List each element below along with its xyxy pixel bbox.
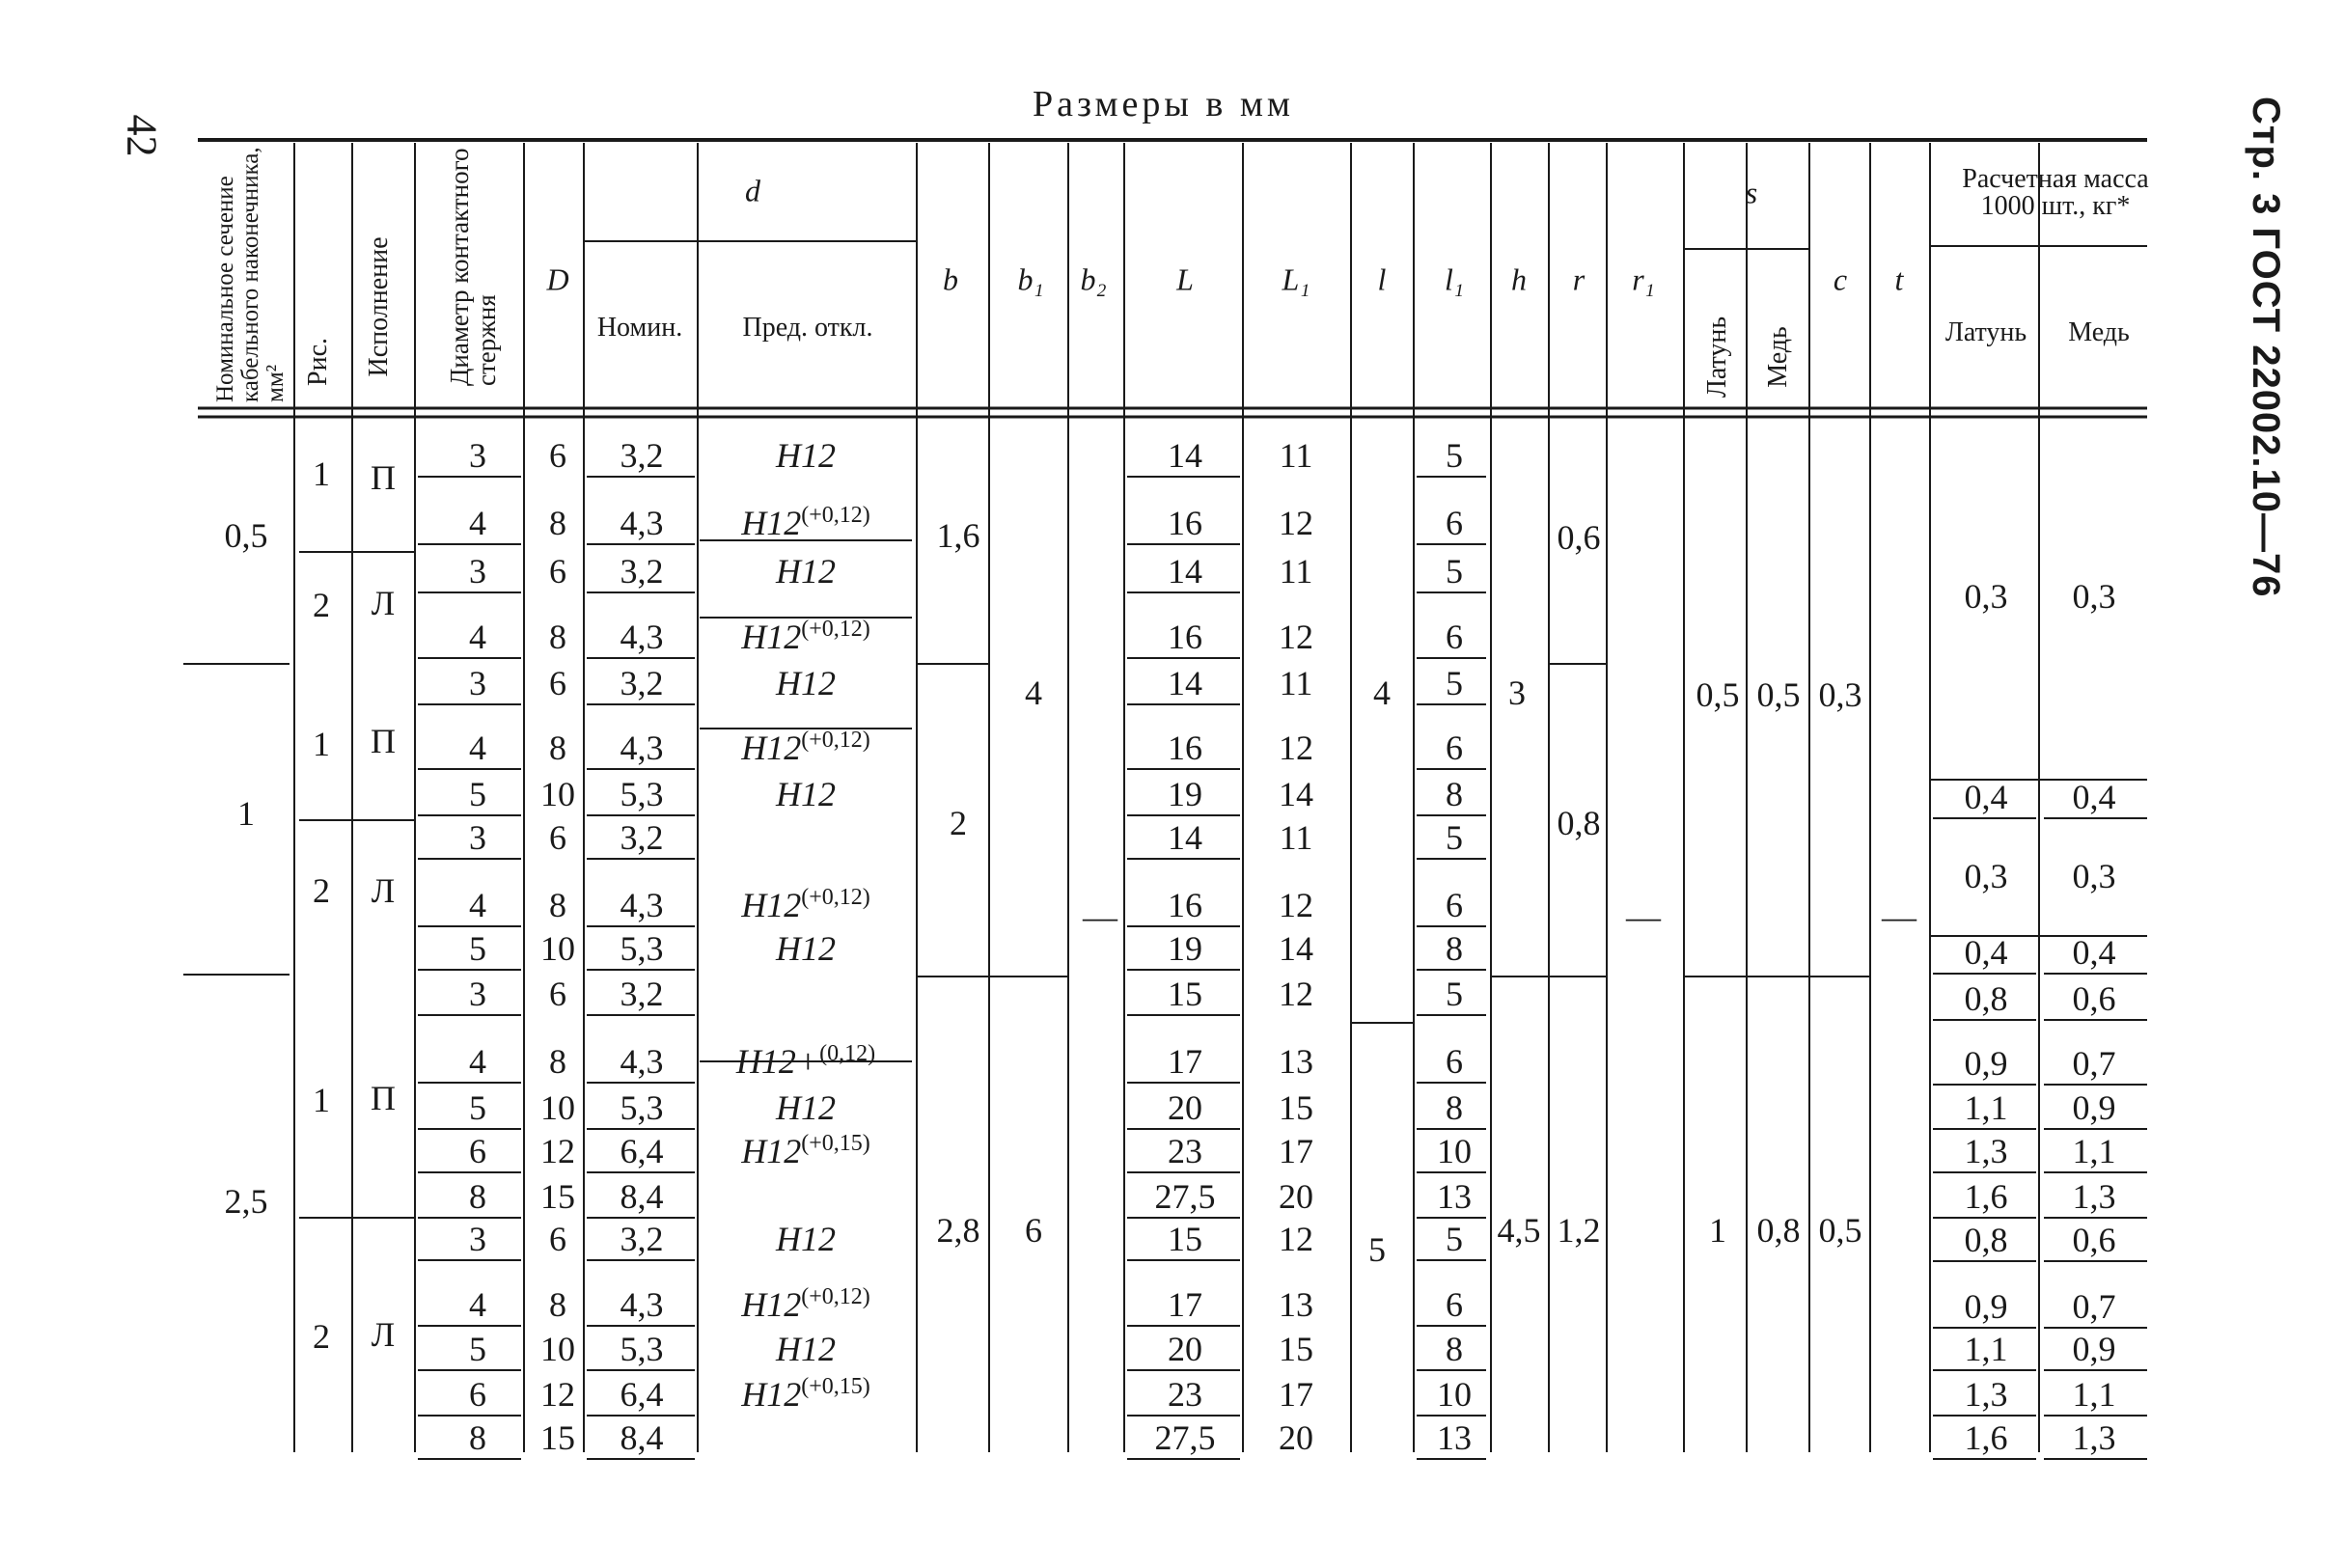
c-0-3: 0,3	[1818, 675, 1862, 714]
header-s: s	[1745, 175, 1758, 210]
diameter-cell: 6	[469, 1132, 486, 1170]
D-cell: 12	[540, 1375, 575, 1414]
l1-cell: 6	[1446, 886, 1463, 924]
b2-dash: —	[1083, 897, 1117, 936]
b1-4: 4	[1025, 674, 1042, 712]
mass-copper-cell: 0,4	[2072, 933, 2116, 972]
header-b2: b₂	[1080, 261, 1107, 297]
section-0-5: 0,5	[224, 516, 268, 555]
L1-cell: 20	[1279, 1177, 1313, 1216]
l-5: 5	[1368, 1230, 1386, 1269]
mass-brass-cell: 0,9	[1964, 1287, 2008, 1326]
isp-p-a: П	[371, 458, 396, 497]
d-nom-cell: 5,3	[620, 775, 664, 813]
d-nom-cell: 5,3	[620, 929, 664, 968]
isp-l-b: Л	[371, 871, 396, 910]
d-tolerance-cell: $H12^{(+0,12)}$	[741, 617, 870, 656]
mass-brass-cell: 0,8	[1964, 979, 2008, 1018]
L-cell: 14	[1168, 436, 1202, 475]
mass-brass-cell: 1,6	[1964, 1177, 2008, 1216]
d-tolerance-cell: H12	[776, 1220, 836, 1258]
L-cell: 16	[1168, 886, 1202, 924]
L1-cell: 15	[1279, 1088, 1313, 1127]
L-cell: 15	[1168, 975, 1202, 1013]
mass-copper-cell: 0,6	[2072, 979, 2116, 1018]
L1-cell: 11	[1279, 664, 1313, 702]
L-cell: 19	[1168, 929, 1202, 968]
diameter-cell: 4	[469, 1042, 486, 1081]
d-nom-cell: 5,3	[620, 1088, 664, 1127]
header-r: r	[1572, 261, 1586, 297]
mass-brass-cell: 1,6	[1964, 1418, 2008, 1457]
diameter-cell: 4	[469, 1285, 486, 1324]
l1-cell: 5	[1446, 818, 1463, 857]
L-cell: 17	[1168, 1285, 1202, 1324]
mass-copper-cell: 0,6	[2072, 1221, 2116, 1259]
D-cell: 8	[549, 504, 566, 542]
s-copper-0-8: 0,8	[1756, 1211, 1801, 1250]
l1-cell: 6	[1446, 618, 1463, 656]
L1-cell: 17	[1279, 1375, 1313, 1414]
L-cell: 27,5	[1154, 1177, 1216, 1216]
isp-l-c: Л	[371, 1315, 396, 1354]
s-copper-0-5: 0,5	[1756, 675, 1801, 714]
d-tolerance-cell: $H12^{(+0,12)}$	[741, 1284, 870, 1324]
mass-brass-cell: 0,4	[1964, 778, 2008, 816]
d-nom-cell: 4,3	[620, 618, 664, 656]
d-nom-cell: 4,3	[620, 729, 664, 767]
mass-brass-cell: 1,3	[1964, 1375, 2008, 1414]
L1-cell: 12	[1279, 729, 1313, 767]
header-l1: l₁	[1444, 261, 1465, 297]
L-cell: 20	[1168, 1330, 1202, 1368]
diameter-cell: 4	[469, 729, 486, 767]
mass-copper-cell: 1,1	[2072, 1132, 2116, 1170]
L1-cell: 12	[1279, 618, 1313, 656]
diameter-cell: 5	[469, 929, 486, 968]
d-tolerance-cell: H12	[776, 775, 836, 813]
d-tolerance-cell: H12	[776, 664, 836, 702]
mass-copper-cell: 0,7	[2072, 1044, 2116, 1083]
mass-brass-cell: 1,3	[1964, 1132, 2008, 1170]
d-tolerance-cell: $H12^{(+0,12)}$	[741, 728, 870, 767]
mass-brass-cell: 0,4	[1964, 933, 2008, 972]
diameter-cell: 3	[469, 975, 486, 1013]
d-tolerance-cell: $H12^{(+0,12)}$	[741, 503, 870, 542]
L-cell: 17	[1168, 1042, 1202, 1081]
L-cell: 23	[1168, 1375, 1202, 1414]
header-mass: Расчетная масса 1000 шт., кг*	[1962, 164, 2149, 221]
L1-cell: 17	[1279, 1132, 1313, 1170]
L1-cell: 12	[1279, 1220, 1313, 1258]
diameter-cell: 4	[469, 504, 486, 542]
d-tolerance-cell: $H12^{(+0,15)}$	[741, 1374, 870, 1414]
d-tolerance-cell: H12	[776, 1088, 836, 1127]
ris-2b: 2	[313, 871, 330, 910]
D-cell: 8	[549, 1285, 566, 1324]
header-b1: b₁	[1017, 261, 1044, 297]
header-l: l	[1377, 261, 1387, 297]
l1-cell: 8	[1446, 929, 1463, 968]
l1-cell: 8	[1446, 775, 1463, 813]
mass-brass-cell: 0,3	[1964, 577, 2008, 616]
diameter-cell: 4	[469, 618, 486, 656]
l1-cell: 5	[1446, 664, 1463, 702]
mass-brass-cell: 1,1	[1964, 1088, 2008, 1127]
isp-p-b: П	[371, 722, 396, 760]
l1-cell: 5	[1446, 975, 1463, 1013]
header-section: Номинальное сечение кабельного наконечника, мм²	[212, 147, 289, 402]
D-cell: 10	[540, 929, 575, 968]
d-nom-cell: 3,2	[620, 1220, 664, 1258]
d-tolerance-cell: H12	[776, 436, 836, 475]
mass-copper-cell: 0,7	[2072, 1287, 2116, 1326]
h-4-5: 4,5	[1497, 1211, 1541, 1250]
t-dash: —	[1882, 897, 1917, 936]
D-cell: 6	[549, 975, 566, 1013]
d-nom-cell: 6,4	[620, 1132, 664, 1170]
D-cell: 8	[549, 1042, 566, 1081]
l1-cell: 5	[1446, 1220, 1463, 1258]
d-tolerance-cell: H12+$^{(0,12)}$	[735, 1041, 876, 1081]
page-number: 42	[118, 114, 166, 157]
s-brass-1: 1	[1709, 1211, 1726, 1250]
d-nom-cell: 8,4	[620, 1418, 664, 1457]
D-cell: 6	[549, 818, 566, 857]
D-cell: 6	[549, 664, 566, 702]
L1-cell: 20	[1279, 1418, 1313, 1457]
l1-cell: 10	[1437, 1375, 1472, 1414]
diameter-cell: 5	[469, 1330, 486, 1368]
d-nom-cell: 6,4	[620, 1375, 664, 1414]
D-cell: 6	[549, 1220, 566, 1258]
mass-copper-cell: 0,4	[2072, 778, 2116, 816]
d-nom-cell: 3,2	[620, 436, 664, 475]
l1-cell: 13	[1437, 1177, 1472, 1216]
l1-cell: 6	[1446, 504, 1463, 542]
ris-1a: 1	[313, 454, 330, 493]
L1-cell: 14	[1279, 929, 1313, 968]
l1-cell: 8	[1446, 1330, 1463, 1368]
l1-cell: 10	[1437, 1132, 1472, 1170]
header-D: D	[546, 261, 569, 297]
mass-copper-cell: 0,3	[2072, 577, 2116, 616]
d-tolerance-cell: H12	[776, 929, 836, 968]
diameter-cell: 3	[469, 1220, 486, 1258]
diameter-cell: 8	[469, 1177, 486, 1216]
mass-copper-cell: 0,3	[2072, 857, 2116, 895]
header-s-brass: Латунь	[1702, 316, 1732, 399]
D-cell: 12	[540, 1132, 575, 1170]
isp-p-c: П	[371, 1079, 396, 1117]
section-1: 1	[237, 794, 255, 833]
diameter-cell: 3	[469, 664, 486, 702]
d-tolerance-cell: $H12^{(+0,12)}$	[741, 885, 870, 924]
s-brass-0-5: 0,5	[1696, 675, 1740, 714]
mass-brass-cell: 1,1	[1964, 1330, 2008, 1368]
mass-copper-cell: 1,3	[2072, 1177, 2116, 1216]
c-0-5: 0,5	[1818, 1211, 1862, 1250]
d-tolerance-cell: H12	[776, 552, 836, 591]
b-2: 2	[950, 804, 967, 842]
d-nom-cell: 4,3	[620, 1285, 664, 1324]
L1-cell: 11	[1279, 818, 1313, 857]
diameter-cell: 5	[469, 775, 486, 813]
D-cell: 6	[549, 552, 566, 591]
r-0-6: 0,6	[1557, 518, 1601, 557]
D-cell: 15	[540, 1418, 575, 1457]
b-2-8: 2,8	[936, 1211, 980, 1250]
units-caption: Размеры в мм	[1033, 84, 1294, 124]
L-cell: 16	[1168, 729, 1202, 767]
ris-1b: 1	[313, 725, 330, 763]
mass-brass-cell: 0,8	[1964, 1221, 2008, 1259]
ris-1c: 1	[313, 1081, 330, 1119]
header-L: L	[1176, 261, 1194, 297]
diameter-cell: 8	[469, 1418, 486, 1457]
header-d-nom: Номин.	[596, 313, 683, 343]
L1-cell: 12	[1279, 886, 1313, 924]
mass-brass-cell: 0,9	[1964, 1044, 2008, 1083]
D-cell: 8	[549, 886, 566, 924]
mass-brass-cell: 0,3	[1964, 857, 2008, 895]
header-s-copper: Медь	[1763, 326, 1793, 388]
b-1-6: 1,6	[936, 516, 980, 555]
D-cell: 6	[549, 436, 566, 475]
L-cell: 19	[1168, 775, 1202, 813]
header-diameter: Диаметр контактного стержня	[445, 148, 501, 386]
r1-dash: —	[1626, 897, 1661, 936]
l1-cell: 8	[1446, 1088, 1463, 1127]
header-t: t	[1894, 261, 1904, 297]
isp-l-a: Л	[371, 584, 396, 622]
header-d: d	[745, 173, 760, 208]
D-cell: 15	[540, 1177, 575, 1216]
l-4: 4	[1373, 674, 1391, 712]
L1-cell: 12	[1279, 975, 1313, 1013]
l1-cell: 6	[1446, 1285, 1463, 1324]
L1-cell: 13	[1279, 1285, 1313, 1324]
d-nom-cell: 4,3	[620, 504, 664, 542]
l1-cell: 13	[1437, 1418, 1472, 1457]
L-cell: 14	[1168, 664, 1202, 702]
diameter-cell: 5	[469, 1088, 486, 1127]
d-nom-cell: 5,3	[620, 1330, 664, 1368]
L1-cell: 12	[1279, 504, 1313, 542]
L-cell: 16	[1168, 504, 1202, 542]
d-nom-cell: 3,2	[620, 975, 664, 1013]
diameter-cell: 3	[469, 436, 486, 475]
l1-cell: 6	[1446, 1042, 1463, 1081]
l1-cell: 6	[1446, 729, 1463, 767]
d-nom-cell: 3,2	[620, 818, 664, 857]
L-cell: 14	[1168, 552, 1202, 591]
L-cell: 16	[1168, 618, 1202, 656]
b1-6: 6	[1025, 1211, 1042, 1250]
D-cell: 8	[549, 729, 566, 767]
L1-cell: 14	[1279, 775, 1313, 813]
ris-2a: 2	[313, 586, 330, 624]
d-nom-cell: 4,3	[620, 886, 664, 924]
L1-cell: 13	[1279, 1042, 1313, 1081]
d-nom-cell: 3,2	[620, 552, 664, 591]
l1-cell: 5	[1446, 436, 1463, 475]
diameter-cell: 4	[469, 886, 486, 924]
L-cell: 20	[1168, 1088, 1202, 1127]
L-cell: 15	[1168, 1220, 1202, 1258]
header-d-pred: Пред. откл.	[742, 313, 873, 343]
l1-cell: 5	[1446, 552, 1463, 591]
D-cell: 10	[540, 775, 575, 813]
header-L1: L₁	[1282, 261, 1310, 297]
header-h: h	[1511, 261, 1527, 297]
header-mass-copper: Медь	[2068, 317, 2130, 347]
diameter-cell: 3	[469, 818, 486, 857]
L1-cell: 15	[1279, 1330, 1313, 1368]
document-title-text: Стр. 3 ГОСТ 22002.10—76	[2245, 96, 2287, 598]
header-ris: Рис.	[303, 338, 333, 386]
d-nom-cell: 8,4	[620, 1177, 664, 1216]
L-cell: 27,5	[1154, 1418, 1216, 1457]
d-tolerance-cell: H12	[776, 1330, 836, 1368]
h-3: 3	[1508, 674, 1526, 712]
mass-copper-cell: 1,3	[2072, 1418, 2116, 1457]
d-nom-cell: 3,2	[620, 664, 664, 702]
mass-copper-cell: 0,9	[2072, 1330, 2116, 1368]
header-ispolnenie: Исполнение	[364, 236, 394, 377]
mass-copper-cell: 1,1	[2072, 1375, 2116, 1414]
ris-2c: 2	[313, 1317, 330, 1356]
diameter-cell: 6	[469, 1375, 486, 1414]
mass-copper-cell: 0,9	[2072, 1088, 2116, 1127]
L1-cell: 11	[1279, 436, 1313, 475]
L-cell: 23	[1168, 1132, 1202, 1170]
r-1-2: 1,2	[1557, 1211, 1601, 1250]
header-mass-brass: Латунь	[1944, 317, 2027, 347]
D-cell: 10	[540, 1088, 575, 1127]
diameter-cell: 3	[469, 552, 486, 591]
header-c: c	[1833, 261, 1848, 297]
D-cell: 8	[549, 618, 566, 656]
header-r1: r₁	[1632, 261, 1655, 297]
d-tolerance-cell: $H12^{(+0,15)}$	[741, 1131, 870, 1170]
L1-cell: 11	[1279, 552, 1313, 591]
d-nom-cell: 4,3	[620, 1042, 664, 1081]
r-0-8: 0,8	[1557, 804, 1601, 842]
D-cell: 10	[540, 1330, 575, 1368]
L-cell: 14	[1168, 818, 1202, 857]
section-2-5: 2,5	[224, 1182, 268, 1221]
header-b: b	[943, 261, 958, 297]
